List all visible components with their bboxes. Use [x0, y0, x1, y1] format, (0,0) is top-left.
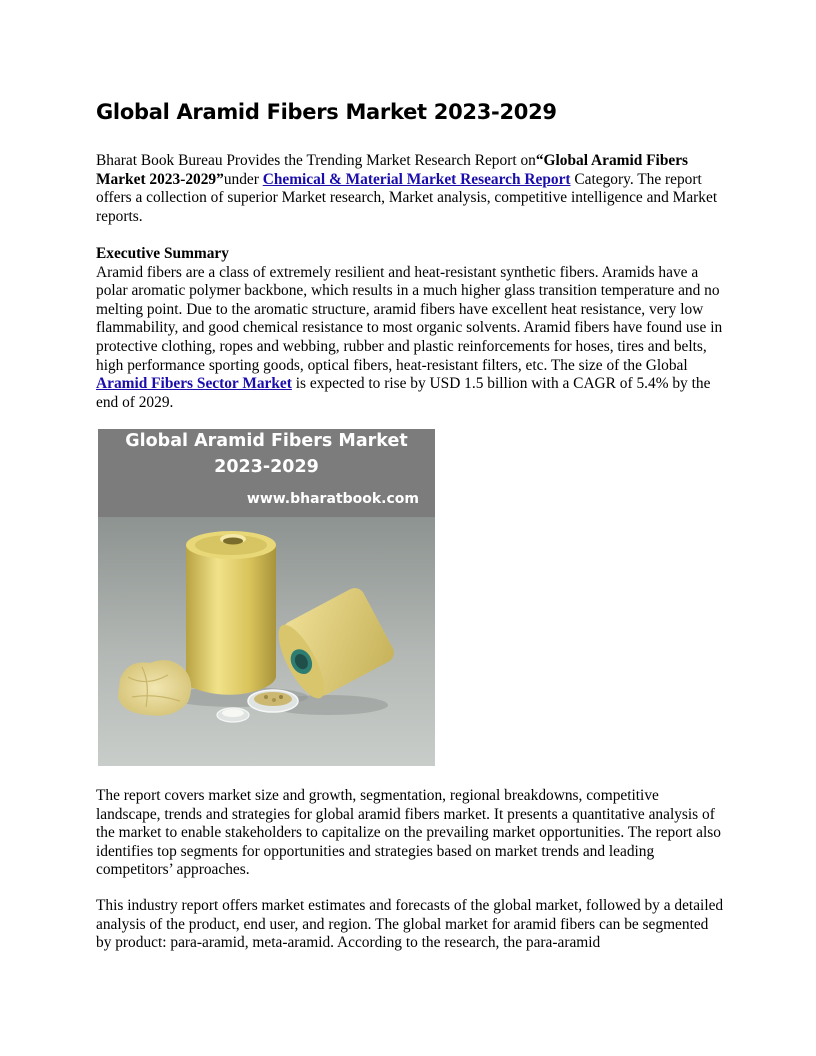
banner-url: www.bharatbook.com	[246, 491, 419, 507]
category-link[interactable]: Chemical & Material Market Research Report	[262, 170, 571, 188]
page-title: Global Aramid Fibers Market 2023-2029	[96, 100, 557, 124]
sector-market-link[interactable]: Aramid Fibers Sector Market	[96, 375, 292, 393]
market-coverage-paragraph: The report covers market size and growth, segmentation, regional breakdowns, competitive landscape, trends and strategies for global aramid fibers market. It presents a quantitative analysis of the market to enable stakeholders to capitalize on the prevailing market opportunities. The report also identifies top segments for opportunities and strategies based on market trends and leading competitors’ approaches.	[96, 787, 721, 879]
summary-trailing-text: is expected to rise by USD 1.5 billion with a CAGR of 5.4% by the end of 2029.	[96, 375, 711, 411]
report-banner-image	[98, 429, 435, 766]
executive-summary	[96, 245, 724, 412]
intro-paragraph	[96, 152, 724, 226]
intro-under-text: under	[223, 170, 263, 188]
banner-header	[98, 429, 435, 517]
segmentation-paragraph: This industry report offers market estimates and forecasts of the global market, followed by a detailed analysis of the product, end user, and region. The global market for aramid fibers can be segmented by product: para-aramid, meta-aramid. According to the research, the para-aramid	[96, 897, 724, 952]
aramid-fiber-spools-photo	[98, 517, 435, 766]
banner-title-line2: 2023-2029	[214, 457, 319, 477]
banner-title-line1: Global Aramid Fibers Market	[125, 431, 408, 451]
intro-trailing-text: Category. The report offers a collection of superior Market research, Market analysis, competitive intelligence and Market reports.	[96, 170, 718, 225]
intro-report-title: “Global Aramid Fibers Market 2023-2029”	[96, 152, 689, 188]
executive-summary-heading: Executive Summary	[96, 245, 229, 262]
intro-text: Bharat Book Bureau Provides the Trending Market Research Report on	[96, 152, 536, 169]
summary-text: Aramid fibers are a class of extremely resilient and heat-resistant synthetic fibers. Aramids have a polar aromatic polymer backbone, which results in a much higher glass transition temperature and no melting point. Due to the aromatic structure, aramid fibers have excellent heat resistance, very low flammability, and good chemical resistance to most organic solvents. Aramid fibers have found use in protective clothing, ropes and webbing, rubber and plastic reinforcements for hoses, tires and belts, high performance sporting goods, optical fibers, heat-resistant filters, etc. The size of the Global	[96, 263, 723, 374]
